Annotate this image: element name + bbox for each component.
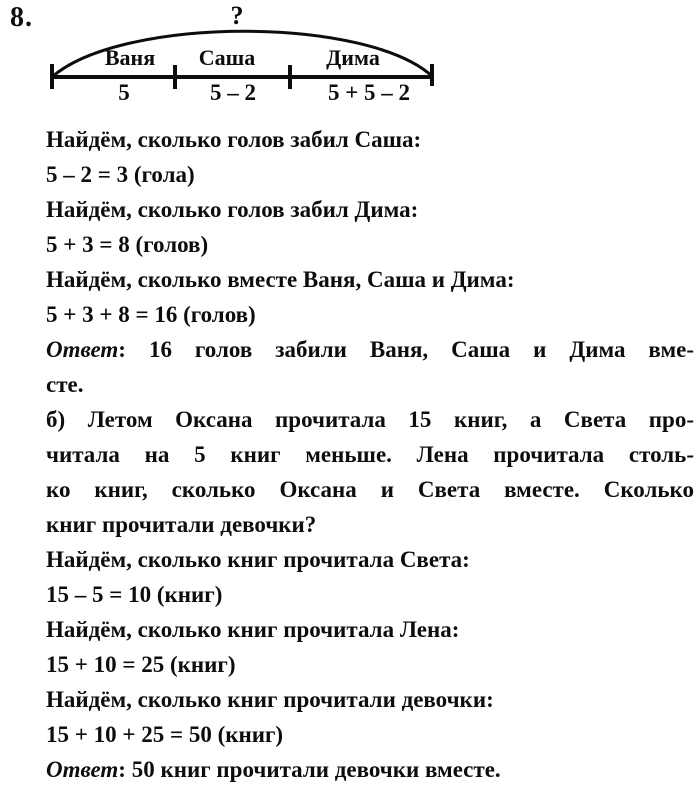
equation-line (46, 647, 696, 682)
problem-b-line (46, 472, 694, 507)
solution-line (46, 682, 696, 717)
segment-name-sasha: Саша (198, 45, 256, 70)
segment-name-vanya: Ваня (104, 45, 156, 70)
line-text: Найдём, сколько книг прочитала Света: (46, 547, 470, 572)
line-text: Найдём, сколько голов забил Саша: (46, 127, 422, 152)
line-text: Найдём, сколько книг прочитали девочки: (46, 687, 494, 712)
answer-line (46, 752, 696, 787)
problem-b-line (46, 507, 696, 542)
total-question-mark: ? (230, 1, 244, 30)
line-text: сте. (46, 372, 84, 397)
line-text: 5 – 2 = 3 (гола) (46, 162, 195, 187)
solution-line (46, 122, 696, 157)
line-text: 15 + 10 + 25 = 50 (книг) (46, 722, 284, 747)
segment-value-sasha: 5 – 2 (210, 80, 256, 105)
solution-line (46, 192, 696, 227)
answer-line (46, 332, 694, 367)
answer-line-continued (46, 367, 696, 402)
problem-b-line (46, 437, 694, 472)
segment-value-vanya: 5 (118, 80, 130, 105)
equation-line (46, 297, 696, 332)
line-text: 5 + 3 = 8 (голов) (46, 232, 209, 257)
line-text: ко книг, сколько Оксана и Света вместе. Сколько (46, 477, 694, 502)
solution-line (46, 542, 696, 577)
line-text: 15 – 5 = 10 (книг) (46, 582, 223, 607)
solution-text (46, 122, 696, 787)
line-text: читала на 5 книг меньше. Лена прочитала столь- (46, 442, 694, 467)
equation-line (46, 577, 696, 612)
solution-line (46, 262, 696, 297)
problem-b-line (46, 402, 694, 437)
line-text: б) Летом Оксана прочитала 15 книг, а Света про- (46, 407, 694, 432)
problem-number: 8. (10, 2, 33, 33)
line-text: Найдём, сколько книг прочитала Лена: (46, 617, 460, 642)
line-text: 15 + 10 = 25 (книг) (46, 652, 236, 677)
equation-line (46, 717, 696, 752)
answer-label: Ответ (46, 757, 119, 782)
segment-name-dima: Дима (326, 45, 380, 70)
solution-line (46, 612, 696, 647)
line-text: Найдём, сколько вместе Ваня, Саша и Дима: (46, 267, 515, 292)
answer-label: Ответ (46, 337, 119, 362)
equation-line (46, 227, 696, 262)
line-text: 5 + 3 + 8 = 16 (голов) (46, 302, 256, 327)
line-text: : 50 книг прочитали девочки вместе. (118, 757, 501, 782)
segment-value-dima: 5 + 5 – 2 (327, 80, 411, 105)
line-text: книг прочитали девочки? (46, 512, 317, 537)
line-text: Найдём, сколько голов забил Дима: (46, 197, 419, 222)
equation-line (46, 157, 696, 192)
line-text: : 16 голов забили Ваня, Саша и Дима вме- (118, 337, 694, 362)
segment-diagram (0, 0, 700, 120)
